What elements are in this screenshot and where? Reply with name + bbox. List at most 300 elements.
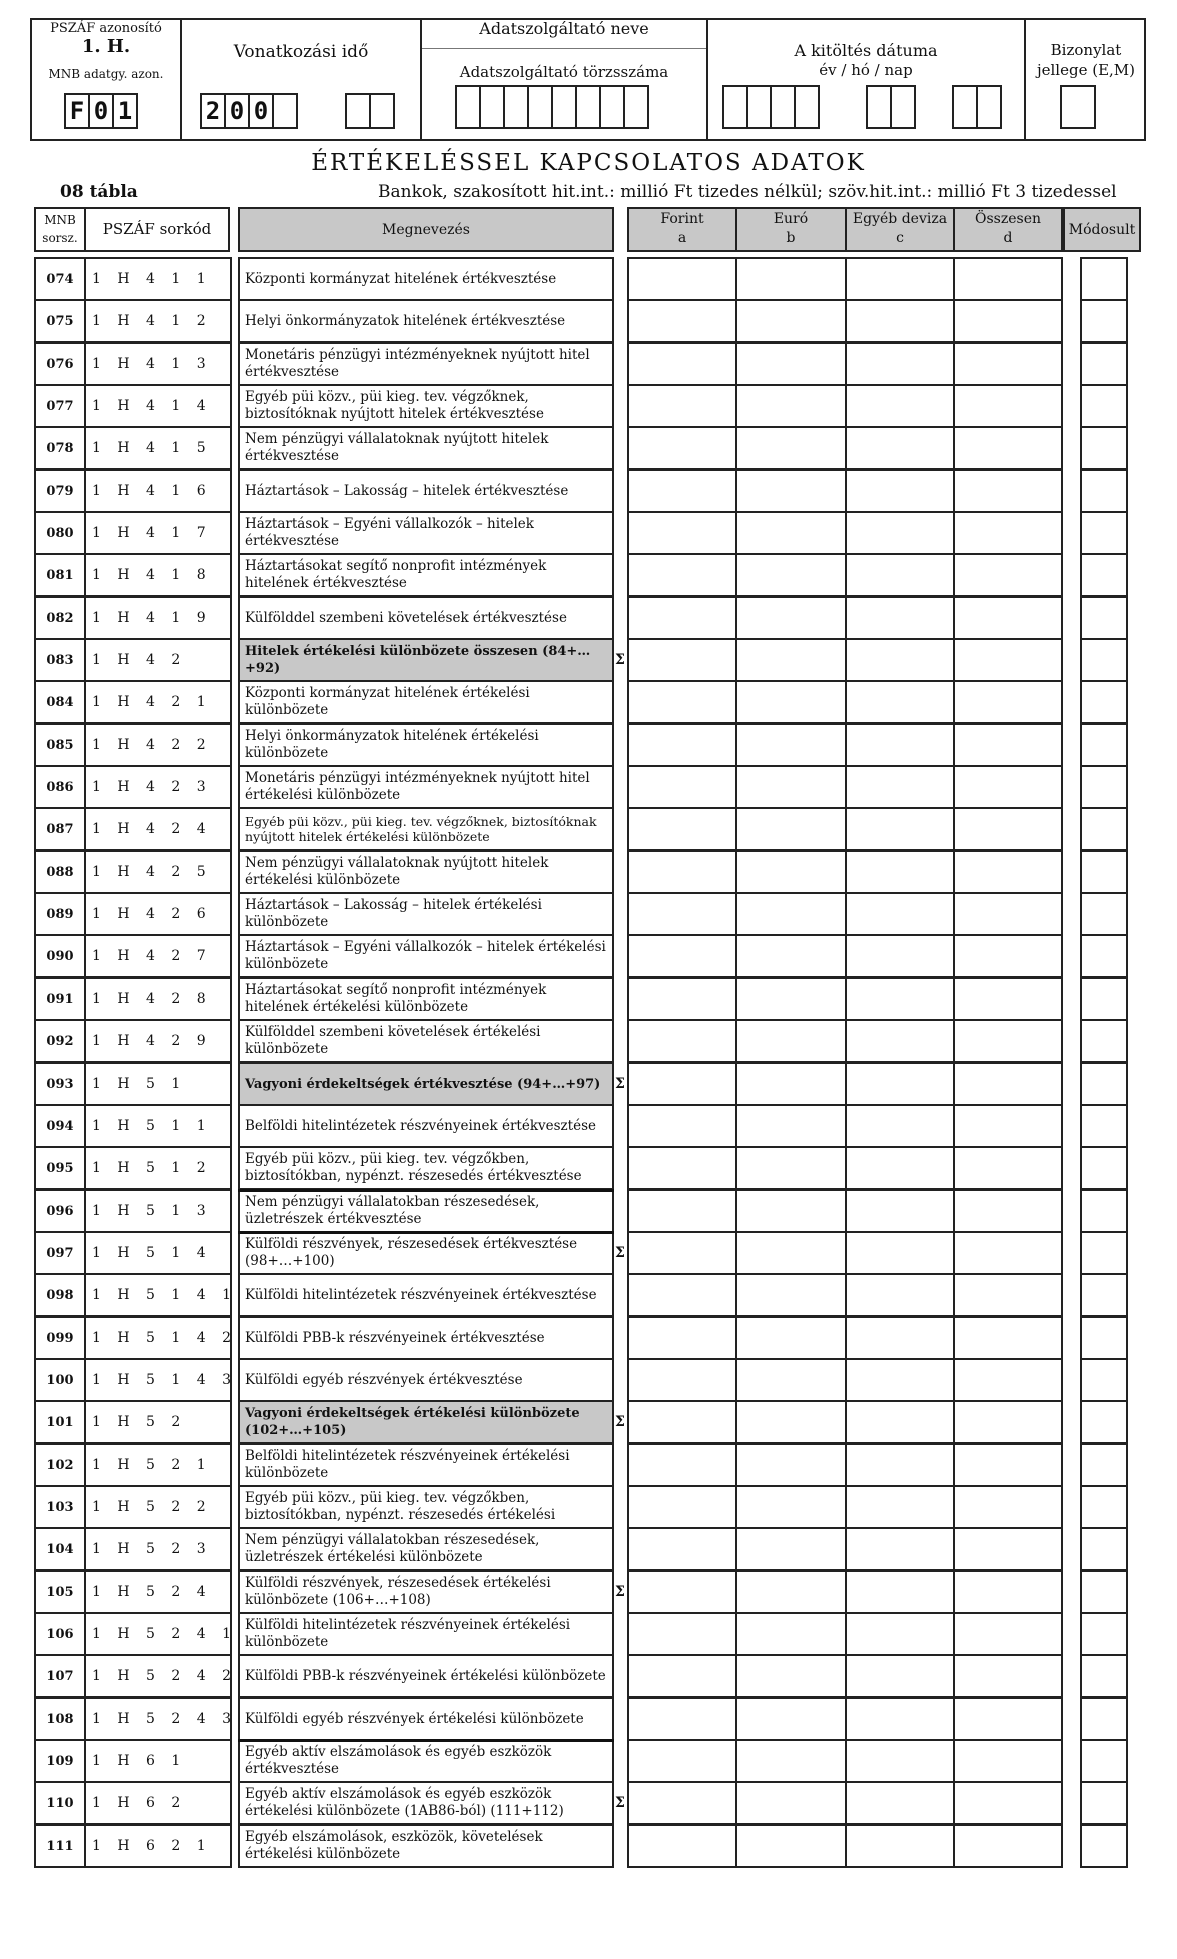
value-cell-a[interactable] [627, 1400, 737, 1444]
year-cell[interactable]: 0 [248, 93, 274, 129]
sum-icon: Σ [615, 1414, 625, 1430]
modosult-cell[interactable] [1080, 807, 1128, 851]
value-cell-b[interactable] [735, 384, 847, 428]
value-cell-a[interactable] [627, 1189, 737, 1233]
modosult-cell[interactable] [1080, 1316, 1128, 1360]
header-divider [1024, 18, 1026, 141]
row-number-text: 111 [46, 1838, 74, 1854]
modosult-cell[interactable] [1080, 1697, 1128, 1741]
value-cell-a[interactable] [627, 1697, 737, 1741]
value-cell-a[interactable] [627, 384, 737, 428]
modosult-cell[interactable] [1080, 680, 1128, 724]
value-cell-c[interactable] [845, 596, 955, 640]
date-month-cell[interactable] [890, 85, 916, 129]
row-number [34, 1527, 86, 1571]
value-cell-c[interactable] [845, 1400, 955, 1444]
row-code-text: 1 H 4 2 1 [92, 694, 212, 710]
bizonylat-cells [1060, 85, 1094, 129]
modosult-cell[interactable] [1080, 1824, 1128, 1868]
value-cell-d[interactable] [953, 342, 1063, 386]
torzsszam-cell[interactable] [479, 85, 505, 129]
row-code-text: 1 H 4 2 9 [92, 1033, 212, 1049]
value-cell-b[interactable] [735, 977, 847, 1021]
value-cell-b[interactable] [735, 1527, 847, 1571]
value-cell-c[interactable] [845, 892, 955, 936]
value-cell-d[interactable] [953, 1443, 1063, 1487]
value-cell-a[interactable] [627, 1104, 737, 1148]
value-cell-a[interactable] [627, 511, 737, 555]
row-number [34, 1824, 86, 1868]
modosult-cell[interactable] [1080, 511, 1128, 555]
row-number-text: 076 [46, 356, 74, 372]
mnb-id-cell[interactable]: 0 [88, 93, 114, 129]
value-cell-a[interactable] [627, 1485, 737, 1529]
value-cell-a[interactable] [627, 892, 737, 936]
year-cell[interactable] [272, 93, 298, 129]
torzsszam-cell[interactable] [623, 85, 649, 129]
row-code [84, 257, 232, 301]
pszaf-value: 1. H. [81, 36, 131, 57]
date-day-cell[interactable] [976, 85, 1002, 129]
value-cell-c[interactable] [845, 299, 955, 343]
value-cell-b[interactable] [735, 1104, 847, 1148]
value-cell-c[interactable] [845, 1781, 955, 1825]
modosult-cell[interactable] [1080, 1781, 1128, 1825]
torzsszam-cell[interactable] [599, 85, 625, 129]
value-cell-b[interactable] [735, 1485, 847, 1529]
modosult-cell[interactable] [1080, 1654, 1128, 1698]
value-cell-d[interactable] [953, 1485, 1063, 1529]
modosult-cell[interactable] [1080, 723, 1128, 767]
value-cell-b[interactable] [735, 765, 847, 809]
value-cell-d[interactable] [953, 1612, 1063, 1656]
row-label [238, 596, 614, 640]
row-code [84, 1062, 232, 1106]
mnb-id-cell[interactable]: F [64, 93, 90, 129]
modosult-cell[interactable] [1080, 384, 1128, 428]
value-cell-a[interactable] [627, 469, 737, 513]
value-cell-b[interactable] [735, 1019, 847, 1063]
modosult-cell[interactable] [1080, 1062, 1128, 1106]
value-cell-c[interactable] [845, 934, 955, 978]
value-cell-d[interactable] [953, 1570, 1063, 1614]
modosult-cell[interactable] [1080, 299, 1128, 343]
modosult-cell[interactable] [1080, 342, 1128, 386]
row-number-text: 083 [46, 652, 74, 668]
modosult-cell[interactable] [1080, 934, 1128, 978]
value-cell-c[interactable] [845, 850, 955, 894]
value-cell-d[interactable] [953, 511, 1063, 555]
row-number [34, 469, 86, 513]
row-number [34, 977, 86, 1021]
row-code-text: 1 H 4 1 6 [92, 483, 212, 499]
value-cell-a[interactable] [627, 1316, 737, 1360]
value-cell-c[interactable] [845, 1316, 955, 1360]
row-code-text: 1 H 4 2 6 [92, 906, 212, 922]
value-cell-a[interactable] [627, 1273, 737, 1317]
value-cell-c[interactable] [845, 426, 955, 470]
value-cell-a[interactable] [627, 1358, 737, 1402]
row-number-text: 108 [46, 1711, 74, 1727]
torzsszam-cell[interactable] [455, 85, 481, 129]
value-cell-c[interactable] [845, 469, 955, 513]
value-cell-a[interactable] [627, 342, 737, 386]
col-header-mnb: MNB sorsz. [34, 207, 86, 252]
torzsszam-cell[interactable] [551, 85, 577, 129]
value-cell-d[interactable] [953, 384, 1063, 428]
value-cell-a[interactable] [627, 299, 737, 343]
row-label-text: Egyéb aktív elszámolások és egyéb eszközök értékelési különbözete (1AB86-ból) (111+112) [245, 1786, 564, 1819]
modosult-cell[interactable] [1080, 553, 1128, 597]
value-cell-c[interactable] [845, 553, 955, 597]
value-cell-b[interactable] [735, 723, 847, 767]
value-cell-b[interactable] [735, 934, 847, 978]
date-month-cell[interactable] [866, 85, 892, 129]
value-cell-d[interactable] [953, 553, 1063, 597]
value-cell-d[interactable] [953, 1739, 1063, 1783]
modosult-cell[interactable] [1080, 850, 1128, 894]
row-code-text: 1 H 5 2 4 [92, 1584, 212, 1600]
sum-icon: Σ [615, 1795, 625, 1811]
value-cell-d[interactable] [953, 1358, 1063, 1402]
row-label-text: Nem pénzügyi vállalatokban részesedések, üzletrészek értékvesztése [245, 1194, 540, 1227]
value-cell-c[interactable] [845, 1527, 955, 1571]
value-cell-c[interactable] [845, 1062, 955, 1106]
value-cell-c[interactable] [845, 1273, 955, 1317]
value-cell-d[interactable] [953, 892, 1063, 936]
row-number-text: 093 [46, 1076, 74, 1092]
row-code-text: 1 H 4 2 4 [92, 821, 212, 837]
value-cell-a[interactable] [627, 1612, 737, 1656]
value-cell-a[interactable] [627, 553, 737, 597]
value-cell-b[interactable] [735, 1062, 847, 1106]
row-code [84, 1273, 237, 1317]
value-cell-b[interactable] [735, 596, 847, 640]
value-cell-a[interactable] [627, 723, 737, 767]
row-code-text: 1 H 6 2 [92, 1795, 187, 1811]
value-cell-b[interactable] [735, 511, 847, 555]
row-code [84, 1189, 232, 1233]
value-cell-c[interactable] [845, 1612, 955, 1656]
value-cell-d[interactable] [953, 723, 1063, 767]
modosult-cell[interactable] [1080, 469, 1128, 513]
modosult-cell[interactable] [1080, 257, 1128, 301]
modosult-cell[interactable] [1080, 638, 1128, 682]
value-cell-d[interactable] [953, 1316, 1063, 1360]
value-cell-b[interactable] [735, 1824, 847, 1868]
modosult-cell[interactable] [1080, 1570, 1128, 1614]
row-label-text: Egyéb püi közv., püi kieg. tev. végzőknek, biztosítóknak nyújtott hitelek értékvesztése [245, 389, 544, 422]
bizonylat-cell[interactable] [1060, 85, 1096, 129]
value-cell-c[interactable] [845, 680, 955, 724]
value-cell-d[interactable] [953, 1062, 1063, 1106]
row-number-text: 089 [46, 906, 74, 922]
row-code [84, 384, 232, 428]
value-cell-c[interactable] [845, 1019, 955, 1063]
row-label [238, 1019, 614, 1063]
value-cell-c[interactable] [845, 1697, 955, 1741]
value-cell-a[interactable] [627, 1231, 737, 1275]
row-label [238, 1697, 614, 1741]
row-code-text: 1 H 5 2 2 [92, 1499, 212, 1515]
modosult-cell[interactable] [1080, 1443, 1128, 1487]
value-cell-b[interactable] [735, 257, 847, 301]
row-label-text: Háztartásokat segítő nonprofit intézmények hitelének értékvesztése [245, 558, 547, 591]
year-cell[interactable]: 0 [224, 93, 250, 129]
sum-icon: Σ [615, 1584, 625, 1600]
value-cell-d[interactable] [953, 596, 1063, 640]
modosult-cell[interactable] [1080, 426, 1128, 470]
value-cell-a[interactable] [627, 1062, 737, 1106]
row-label-text: Nem pénzügyi vállalatoknak nyújtott hitelek értékvesztése [245, 431, 549, 464]
row-code-text: 1 H 5 1 2 [92, 1160, 212, 1176]
mnb-id-cell[interactable]: 1 [112, 93, 138, 129]
value-cell-c[interactable] [845, 511, 955, 555]
value-cell-a[interactable] [627, 1570, 737, 1614]
year-cell[interactable]: 2 [200, 93, 226, 129]
torzsszam-cell[interactable] [527, 85, 553, 129]
value-cell-a[interactable] [627, 1781, 737, 1825]
value-cell-b[interactable] [735, 1146, 847, 1190]
row-code [84, 299, 232, 343]
value-cell-b[interactable] [735, 1697, 847, 1741]
value-cell-d[interactable] [953, 680, 1063, 724]
month-cells [345, 93, 393, 129]
value-cell-b[interactable] [735, 299, 847, 343]
value-cell-c[interactable] [845, 1570, 955, 1614]
value-cell-c[interactable] [845, 257, 955, 301]
value-cell-d[interactable] [953, 850, 1063, 894]
value-cell-d[interactable] [953, 1189, 1063, 1233]
month-cell[interactable] [345, 93, 371, 129]
row-number-text: 105 [46, 1584, 74, 1600]
value-cell-c[interactable] [845, 1485, 955, 1529]
value-cell-d[interactable] [953, 1146, 1063, 1190]
value-cell-b[interactable] [735, 1231, 847, 1275]
value-cell-c[interactable] [845, 342, 955, 386]
value-cell-c[interactable] [845, 1739, 955, 1783]
modosult-cell[interactable] [1080, 596, 1128, 640]
row-number [34, 723, 86, 767]
value-cell-c[interactable] [845, 1104, 955, 1148]
torzsszam-cell[interactable] [575, 85, 601, 129]
row-label [238, 1443, 614, 1487]
value-cell-b[interactable] [735, 892, 847, 936]
value-cell-d[interactable] [953, 1527, 1063, 1571]
modosult-cell[interactable] [1080, 1231, 1128, 1275]
value-cell-b[interactable] [735, 426, 847, 470]
modosult-cell[interactable] [1080, 1400, 1128, 1444]
value-cell-a[interactable] [627, 1443, 737, 1487]
modosult-cell[interactable] [1080, 1273, 1128, 1317]
row-label [238, 850, 614, 894]
value-cell-a[interactable] [627, 596, 737, 640]
value-cell-a[interactable] [627, 426, 737, 470]
value-cell-a[interactable] [627, 1527, 737, 1571]
value-cell-b[interactable] [735, 1316, 847, 1360]
value-cell-d[interactable] [953, 765, 1063, 809]
date-day-cell[interactable] [952, 85, 978, 129]
modosult-cell[interactable] [1080, 1104, 1128, 1148]
value-cell-d[interactable] [953, 977, 1063, 1021]
value-cell-d[interactable] [953, 1400, 1063, 1444]
row-number [34, 596, 86, 640]
row-label-text: Külföldi PBB-k részvényeinek értékvesztése [245, 1329, 545, 1346]
value-cell-d[interactable] [953, 299, 1063, 343]
row-code-text: 1 H 4 1 9 [92, 610, 212, 626]
modosult-cell[interactable] [1080, 765, 1128, 809]
value-cell-d[interactable] [953, 1781, 1063, 1825]
value-cell-a[interactable] [627, 1019, 737, 1063]
row-code-text: 1 H 4 2 7 [92, 948, 212, 964]
value-cell-c[interactable] [845, 1146, 955, 1190]
row-label [238, 1062, 614, 1106]
value-cell-c[interactable] [845, 723, 955, 767]
modosult-cell[interactable] [1080, 1527, 1128, 1571]
value-cell-d[interactable] [953, 1273, 1063, 1317]
value-cell-b[interactable] [735, 1654, 847, 1698]
row-label [238, 553, 614, 597]
torzsszam-cell[interactable] [503, 85, 529, 129]
value-cell-c[interactable] [845, 638, 955, 682]
value-cell-b[interactable] [735, 342, 847, 386]
value-cell-c[interactable] [845, 807, 955, 851]
row-code-text: 1 H 5 2 [92, 1414, 187, 1430]
value-cell-d[interactable] [953, 1231, 1063, 1275]
modosult-cell[interactable] [1080, 1358, 1128, 1402]
value-cell-b[interactable] [735, 1570, 847, 1614]
value-cell-d[interactable] [953, 426, 1063, 470]
value-cell-d[interactable] [953, 257, 1063, 301]
value-cell-d[interactable] [953, 1824, 1063, 1868]
date-year-cell[interactable] [794, 85, 820, 129]
row-label [238, 299, 614, 343]
date-year-cell[interactable] [770, 85, 796, 129]
modosult-cell[interactable] [1080, 892, 1128, 936]
value-cell-b[interactable] [735, 638, 847, 682]
value-cell-a[interactable] [627, 1739, 737, 1783]
row-code-text: 1 H 4 1 1 [92, 271, 212, 287]
date-year-cell[interactable] [722, 85, 748, 129]
value-cell-a[interactable] [627, 638, 737, 682]
month-cell[interactable] [369, 93, 395, 129]
value-cell-b[interactable] [735, 1781, 847, 1825]
row-label [238, 1739, 614, 1783]
value-cell-a[interactable] [627, 1824, 737, 1868]
value-cell-b[interactable] [735, 807, 847, 851]
modosult-cell[interactable] [1080, 1019, 1128, 1063]
value-cell-d[interactable] [953, 1697, 1063, 1741]
modosult-cell[interactable] [1080, 1612, 1128, 1656]
value-cell-b[interactable] [735, 1739, 847, 1783]
row-number [34, 257, 86, 301]
modosult-cell[interactable] [1080, 1739, 1128, 1783]
value-cell-d[interactable] [953, 638, 1063, 682]
value-cell-c[interactable] [845, 384, 955, 428]
value-cell-a[interactable] [627, 257, 737, 301]
value-cell-c[interactable] [845, 1654, 955, 1698]
value-cell-b[interactable] [735, 1612, 847, 1656]
row-number [34, 1358, 86, 1402]
value-cell-d[interactable] [953, 1019, 1063, 1063]
row-number-text: 107 [46, 1668, 74, 1684]
value-cell-a[interactable] [627, 1654, 737, 1698]
row-number [34, 850, 86, 894]
row-code [84, 1316, 237, 1360]
row-number [34, 1570, 86, 1614]
row-code-text: 1 H 4 1 8 [92, 567, 212, 583]
row-code [84, 342, 232, 386]
row-code-text: 1 H 5 1 [92, 1076, 187, 1092]
modosult-cell[interactable] [1080, 1146, 1128, 1190]
value-cell-b[interactable] [735, 1273, 847, 1317]
value-cell-c[interactable] [845, 1358, 955, 1402]
row-label-text: Monetáris pénzügyi intézményeknek nyújtott hitel értékelési különbözete [245, 770, 590, 803]
value-cell-b[interactable] [735, 1358, 847, 1402]
value-cell-a[interactable] [627, 850, 737, 894]
value-cell-d[interactable] [953, 934, 1063, 978]
value-cell-a[interactable] [627, 934, 737, 978]
value-cell-d[interactable] [953, 469, 1063, 513]
value-cell-b[interactable] [735, 1400, 847, 1444]
value-cell-c[interactable] [845, 1824, 955, 1868]
row-label [238, 1189, 614, 1233]
value-cell-b[interactable] [735, 553, 847, 597]
value-cell-c[interactable] [845, 1231, 955, 1275]
value-cell-a[interactable] [627, 1146, 737, 1190]
value-cell-a[interactable] [627, 680, 737, 724]
value-cell-d[interactable] [953, 1104, 1063, 1148]
value-cell-d[interactable] [953, 1654, 1063, 1698]
row-code [84, 426, 232, 470]
sum-icon: Σ [615, 652, 625, 668]
row-number [34, 807, 86, 851]
modosult-cell[interactable] [1080, 977, 1128, 1021]
row-number [34, 1612, 86, 1656]
row-code-text: 1 H 5 2 4 2 [92, 1668, 237, 1684]
row-label [238, 934, 614, 978]
col-header-pszaf: PSZÁF sorkód [84, 207, 230, 252]
row-number [34, 1443, 86, 1487]
row-code-text: 1 H 4 1 5 [92, 440, 212, 456]
value-cell-c[interactable] [845, 1443, 955, 1487]
modosult-cell[interactable] [1080, 1189, 1128, 1233]
row-code [84, 1231, 232, 1275]
value-cell-a[interactable] [627, 807, 737, 851]
row-label [238, 1104, 614, 1148]
row-code [84, 1570, 232, 1614]
value-cell-c[interactable] [845, 1189, 955, 1233]
value-cell-b[interactable] [735, 469, 847, 513]
row-label [238, 342, 614, 386]
value-cell-a[interactable] [627, 977, 737, 1021]
modosult-cell[interactable] [1080, 1485, 1128, 1529]
value-cell-c[interactable] [845, 977, 955, 1021]
value-cell-c[interactable] [845, 765, 955, 809]
row-number [34, 1485, 86, 1529]
row-label [238, 1781, 614, 1825]
value-cell-b[interactable] [735, 850, 847, 894]
value-cell-b[interactable] [735, 1189, 847, 1233]
date-year-cell[interactable] [746, 85, 772, 129]
value-cell-a[interactable] [627, 765, 737, 809]
value-cell-b[interactable] [735, 680, 847, 724]
value-cell-d[interactable] [953, 807, 1063, 851]
value-cell-b[interactable] [735, 1443, 847, 1487]
row-number [34, 299, 86, 343]
row-code-text: 1 H 4 2 3 [92, 779, 212, 795]
header-divider [706, 18, 708, 141]
